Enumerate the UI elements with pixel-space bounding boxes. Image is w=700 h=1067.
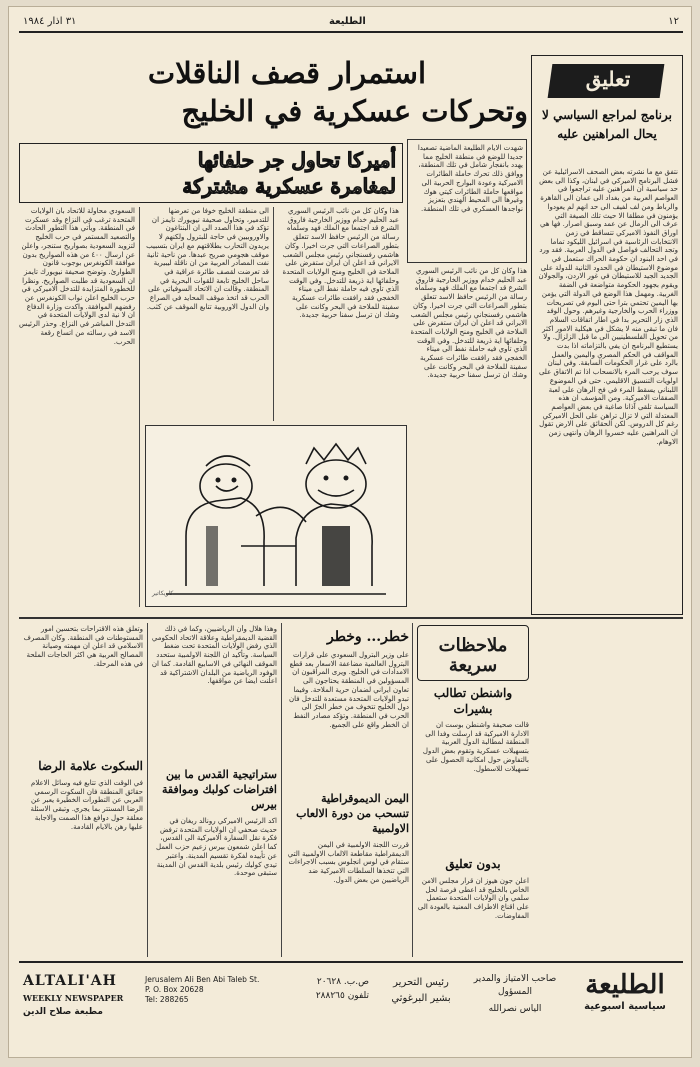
subhead-line-2: لمغامرة عسكرية مشتركة xyxy=(182,174,396,198)
footer-printer: مطبعة صلاح الدين xyxy=(23,1007,103,1017)
notes-banner xyxy=(417,625,529,681)
article-column-2: الى منطقة الخليج خوفا من تعرضها للتدمير، وتحاول صحيفة نيويورك تايمز ان تؤكد في هذا الصدد الى ان البنتاغون والاوروبيين في حاجة للبترول ولكنهم لا يريدون التحارب بطلاقتهم مع ايران بتسبيب موقف هجومي صريح عبدها. من ناحية ثانية نفت المصادر العربية من ان ناقلة ليبيرية قد تعرضت لقصف طائرة عراقية في ساحل الخليج تابعة للقوات البحرية في المنطقة. وقالت ان الاتحاد السوفياتي على الحرب قد اتخذ موقف المحايد في الصراع وان الدول الاوروبية تتابع الموقف عن كثب. xyxy=(146,207,269,311)
article-column-1: هذا وكان كل من نائب الرئيس السوري عبد الحليم خدام ووزير الخارجية فاروق الشرع قد اجتمعا مع الملك فهد وسلماه رسالة من الرئيس حافظ الاسد تتعلق بتطور الصراعات التي جرت اخيرا. وكان هاشمي رفسنجاني رئيس مجلس الشعب الايراني قد اعلن ان ايران ستفرض على الملاحة في الخليج ومنح الولايات المتحدة وحلفائها اية ذريعة للتدخل. وفي الوقت الذي تأوي فيه حاملة نفط الى ميناء الخفجي فقد رافقت طائرات عسكرية سفينة للملاحة في البحر وكانت على وشك ان ترسل سفنا حربية جديدة. xyxy=(282,207,399,320)
cartoon-drawing xyxy=(146,426,406,606)
no-comment-body: اعلن جون هيوز ان قرار مجلس الامن الخاص بالخليج قد اعطى فرصة لحل سلمي وان الولايات المتحدة ستعمل على اقناع الاطراف المعنية بالعودة الى المفاوضات. xyxy=(417,877,529,920)
commentary-tab-label: تعليق xyxy=(585,67,631,91)
footer-contact xyxy=(289,975,369,1003)
notes-title: ملاحظات سريعة xyxy=(438,635,508,676)
footer-po-box: ص.ب. ٢٠٦٢٨ xyxy=(316,977,369,987)
footer-address-line-2: P. O. Box 20628 xyxy=(145,985,204,994)
subhead-box xyxy=(19,143,403,203)
footer-logo xyxy=(571,969,679,1012)
footer-en-sub: WEEKLY NEWSPAPER xyxy=(23,993,124,1003)
washington-title: واشنطن تطالب بشيرات xyxy=(433,686,513,716)
washington-body: قالت صحيفة واشنطن بوست ان الادارة الاميركية قد ارسلت وفدا الى المنطقة لمطالبة الدول العربية بتسهيلات عسكرية وتقوم بعض الدول بالتفاوض حول امكانية الحصول على تسهيلات للاسطول. xyxy=(422,721,529,773)
cartoon-caption: كاريكاتير xyxy=(152,590,174,597)
footer-owner-name: الياس نصرالله xyxy=(488,1004,542,1014)
newspaper-page xyxy=(8,6,692,1058)
column-divider xyxy=(139,207,140,607)
no-comment-title: بدون تعليق xyxy=(445,857,501,871)
intro-text: شهدت الايام الطليعة الماضية تصعيدا جديدا للوضع في منطقة الخليج مما يهدد بانفجار شامل في تلك المنطقة، ووافق ذلك تحرك حاملة الطائرات الاميركية وعودة البوارج الحربية الى مواقعها حاملة الطائرات كيتي هوك وغيرها الى المحيط الهندي بتعزيز نواجدها العسكري في تلك المنطقة. xyxy=(417,144,523,213)
main-headline-line-2: وتحركات عسكرية في الخليج xyxy=(181,94,528,128)
commentary-column xyxy=(531,55,683,615)
header-page-number: ١٢ xyxy=(668,16,679,27)
page-header xyxy=(19,15,683,33)
column-divider xyxy=(147,623,148,957)
danger-body: على وزير البترول السعودي على قرارات البترول العالمية مضاعفة الاسعار بعد قطع الامدادات في الخليج. ويرى المراقبون ان المسؤولين في المنطقة يحتاجون الى تعاون ايراني لضمان حرية الملاحة. وفيما تبدو الولايات المتحدة مستعدة للتدخل فان دول الخليج تتخوف من خطر الجرّ الى الحرب في المنطقة. وتؤكد مصادر النفط ان الخطر واقع على الجميع. xyxy=(288,651,409,729)
political-cartoon xyxy=(145,425,407,607)
header-date: ٣١ اذار ١٩٨٤ xyxy=(23,16,77,27)
footer-logo-subtitle: سياسية اسبوعية xyxy=(584,1001,666,1012)
footer-editor-name: بشير البرغوثي xyxy=(391,993,451,1004)
subhead-line-1: أميركا تحاول جر حلفائها xyxy=(197,148,396,172)
footer-editor xyxy=(381,975,461,1007)
quds-title: ستراتيجية القدس ما بين افتراضات كولبك وموافقة بيرس xyxy=(162,768,277,811)
quds-body: اكد الرئيس الاميركي رونالد ريغان في حديث صحفي ان الولايات المتحدة ترفض فكرة نقل السفارة الاميركية الى القدس، كما اعلن شمعون بيرس زعيم حزب العمل عن تأييده لفكرة تقسيم المدينة. واعتبر تيدي كوليك رئيس بلدية القدس ان المدينة ستبقى موحدة. xyxy=(155,817,277,878)
footer-address-line-1: Jerusalem Ali Ben Abi Taleb St. xyxy=(145,975,260,984)
masthead-footer xyxy=(19,967,683,1045)
footer-owner xyxy=(469,973,561,1016)
article-column-3: السعودي محاولة للاتحاد بان الولايات المتحدة ترغب في النزاع وقد عسكرت في المنطقة. ويأتي هذا التطور الحادث والتصعيد المستمر في حرب الخليج لتزويد السعودية بصواريخ ستنجر، واعلن عن ارسال ٤٠٠ من هذه الصواريخ بدون موافقة الكونغرس بوجوب قانون الطوارئ. وتوضح صحيفة نيويورك تايمز ان السعودية قد طلبت الصواريخ. ونظرا للخطورة المتزايدة للتدخل الاميركي في حرب الخليج اعلن نواب الكونغرس عن رفضهم الموافقة. واكدت وزارة الدفاع ان لا نية لدى الولايات المتحدة في التدخل المباشر في النزاع. وحذر الرئيس الاسد في رسالته من اتساع رقعة الحرب. xyxy=(19,207,135,346)
mid-column-body: وهذا هلال وأن الرياضيين، وكما في ذلك القضية الديمقراطية وعلاقة الاتحاد الحكومي الذي رفض الولايات المتحدة تحت ضغط السياسة. وتأكيد ان اللجنة الاولمبية ستحدد الموقف النهائي في الاسابيع القادمة. كما ان الوفود الرياضية من البلدان الاشتراكية قد اعلنت ايضا عن مواقفها. xyxy=(151,625,277,686)
intro-box xyxy=(407,139,527,263)
column-divider xyxy=(281,623,282,957)
column-divider xyxy=(273,207,274,421)
column-divider xyxy=(412,623,413,957)
silence-body: في الوقت الذي تتابع فيه وسائل الاعلام حقائق المنطقة فان السكوت الرسمي العربي عن التطورات الخطيرة يعبر عن الرضا المستتر بما يجري. وتبقى الاسئلة معلقة حول دوافع هذا الصمت والاجابة عليها رهن بالايام القادمة. xyxy=(30,779,143,831)
footer-address xyxy=(145,975,259,1005)
footer-en-name: ALTALI'AH xyxy=(23,973,117,989)
footer-logo-name: الطليعة xyxy=(585,970,665,1000)
silence-title: السكوت علامة الرضا xyxy=(38,759,143,773)
footer-telephone: تلفون ٢٨٨٢٦٥ xyxy=(315,991,369,1001)
article-column-1b: هذا وكان كل من نائب الرئيس السوري عبد الحليم خدام ووزير الخارجية فاروق الشرع قد اجتمعا مع الملك فهد وسلماه رسالة من الرئيس حافظ الاسد تتعلق بتطور الصراعات التي جرت اخيرا. وكان هاشمي رفسنجاني رئيس مجلس الشعب الايراني قد اعلن ان ايران ستفرض على الملاحة في الخليج ومنح الولايات المتحدة وحلفائها اية ذريعة للتدخل. وفي الوقت الذي تأوي فيه حاملة نفط الى ميناء الخفجي فقد رافقت طائرات عسكرية سفينة للملاحة في البحر وكانت على وشك ان ترسل سفنا حربية جديدة. xyxy=(410,267,527,380)
footer-address-line-3: Tel: 288265 xyxy=(145,995,189,1004)
yemen-title: اليمن الديموقراطية تنسحب من دورة الالعاب الاولمبية xyxy=(296,792,409,835)
yemen-body: قررت اللجنة الاولمبية في اليمن الديمقراطية مقاطعة الالعاب الاولمبية التي ستقام في لوس انجلوس بسبب الاجراءات التي تتخذها السلطات الاميركية ضد الرياضيين من بعض الدول. xyxy=(287,841,409,884)
commentary-body: نتفق مع ما نشرته بعض الصحف الاسرائيلية عن فشل البرنامج الاميركي في لبنان، وكذا الى بعض حد سياسية ان المراهنين عليه تراجعوا في العواصم العربية من بغداد الى عمان الى القاهرة والرباط ومن لف لفيف الى حد انهم لم يعودوا يؤمنون في مطلقا الا حيث تلك الصيغة التي عرف الى الرمال عن عمد وسبق اصرار. فها هي اوراق النفوذ الاميركي تتساقط في زمن الانتخابات الرئاسية في اسرائيل الليكود تماما وتجد التحالف فواصل في الدول العربية. فقد ورد في احد البنود ان حكومة الحراك ستعمل في موضوع الاستيطان في الحدود الثانية للدولة على الجديد الجيد للاستيطان في غور الاردن، والجولان ويقوم بجهود الحكومة متواضعة في الضفة الغربية. ومهمل هذا الوضع في الدولة التي يؤمن بها اليمين تحتمي بترا حتى اليوم في تصريحات ووزراء الحرب والخارجية وغيرهم. وحول الوفد الذي زار التحرير بدا في اطار اتفاقات السلام فان ما تبقى منه لا يشكل في هيكلية الامور اكثر من تحويل الفلسطينيين الى ما قبل الزلزال. ولا يستطيع البرنامج ان يفي بالتزاماته اذا بدت المواقف في الحكم المصري واليمين والعمل بالرد على غرار الحكومات السابقة. وفي لبنان سوف يرحب المرء بالانسحاب اذا تم الاتفاق على اولويات التنسيق الاقليمي. حتى في الموضوع اللبناني يسقط المرء في فخ الرهان على لعبة الصفقات الاميركية. ومن المؤسف ان هذه السياسة تلقى آذانا صاغية في بعض العواصم المعتدلة التي لا تزال تراهن على الحل الاميركي رغم كل الدروس. لكن الحقائق على الارض تقول ان المراهنين عليه خسروا الرهان وانتهى زمن الاوهام. xyxy=(538,168,678,446)
section-divider xyxy=(19,617,683,619)
header-paper-name: الطليعة xyxy=(329,16,366,27)
footer-editor-label: رئيس التحرير xyxy=(393,977,449,988)
commentary-title: برنامج لمراجع السياسي لا يحال المراهنين عليه xyxy=(542,108,672,141)
footer-owner-label: صاحب الامتياز والمدير المسؤول xyxy=(473,974,557,997)
right-column-body: وتعلق هذه الاقتراحات بتحسين امور المستوطنات في المنطقة. وكان المصرف الاسلامي قد اعلن ان مهمته وصيانة المصالح العربية هي اكثر الحاجات الملحة في هذه المرحلة. xyxy=(23,625,143,668)
danger-title: خطر... وخطر xyxy=(327,629,409,645)
main-headline-line-1: استمرار قصف الناقلات xyxy=(147,56,426,90)
footer-rule xyxy=(19,961,683,963)
